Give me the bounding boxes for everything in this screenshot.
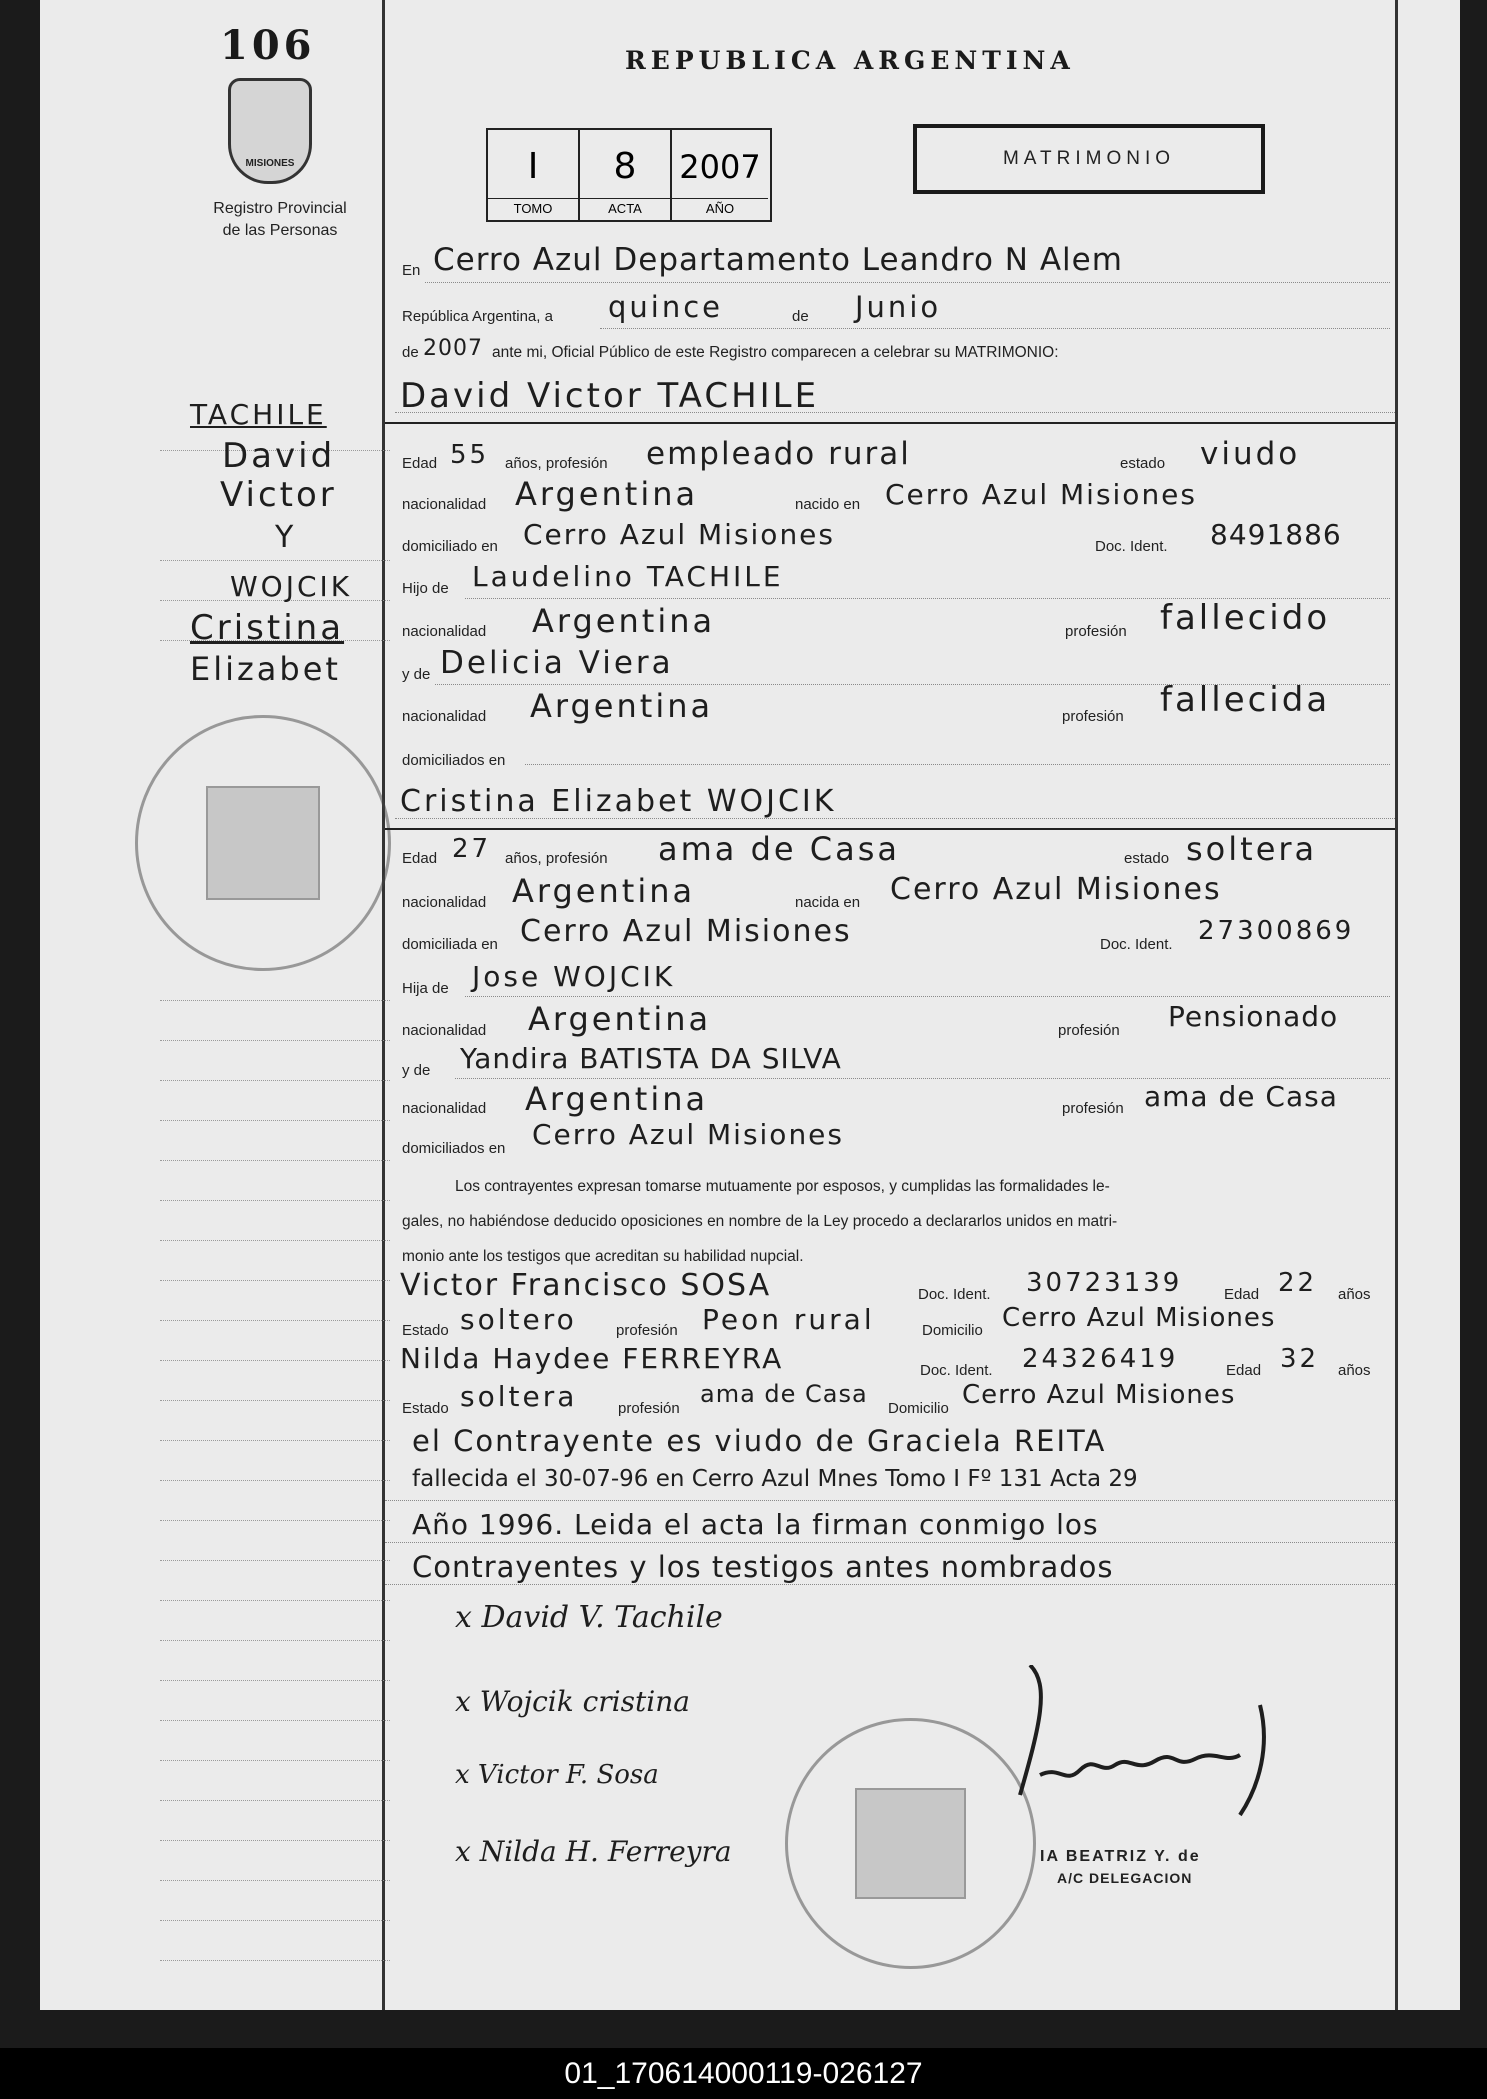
groom-domicile: Cerro Azul Misiones: [523, 518, 835, 551]
witness1-name: Victor Francisco SOSA: [400, 1268, 772, 1303]
tomo-value: I: [527, 146, 539, 187]
groom-section-separator: [385, 422, 1395, 424]
groom-mother-prof: fallecida: [1160, 680, 1331, 720]
bride-mother-nat-label: nacionalidad: [402, 1100, 487, 1117]
signature-witness2: x Nilda H. Ferreyra: [455, 1835, 732, 1868]
witness2-estado: soltera: [460, 1380, 578, 1413]
groom-nacido-label: nacido en: [795, 496, 861, 513]
bride-mother-prof-label: profesión: [1062, 1100, 1124, 1117]
bride-mother-prof: ama de Casa: [1144, 1080, 1338, 1113]
groom-name: David Victor TACHILE: [400, 376, 820, 416]
bride-domicile: Cerro Azul Misiones: [520, 914, 852, 949]
image-id: 01_170614000119-026127: [564, 2057, 923, 2090]
witness2-name: Nilda Haydee FERREYRA: [400, 1342, 784, 1375]
groom-father-prof-label: profesión: [1065, 623, 1127, 640]
declaration-line3: monio ante los testigos que acreditan su habilidad nupcial.: [402, 1248, 804, 1265]
republica-label: República Argentina, a: [402, 308, 553, 325]
margin-note-line2: David: [222, 436, 336, 476]
crest-label: MISIONES: [245, 158, 295, 169]
groom-profession: empleado rural: [646, 436, 911, 472]
witness2-domicile: Cerro Azul Misiones: [962, 1380, 1236, 1410]
witness1-doc: 30723139: [1026, 1268, 1183, 1298]
notes-line4: Contrayentes y los testigos antes nombrados: [412, 1550, 1114, 1584]
witness1-edad-label: Edad: [1224, 1286, 1260, 1303]
witness1-profession: Peon rural: [702, 1303, 875, 1336]
notes-line2: fallecida el 30-07-96 en Cerro Azul Mnes Tomo I Fº 131 Acta 29: [412, 1466, 1138, 1492]
bride-yde-label: y de: [402, 1062, 431, 1079]
bride-nacionalidad-label: nacionalidad: [402, 894, 487, 911]
notes-line1: el Contrayente es viudo de Graciela REITA: [412, 1424, 1107, 1458]
witness1-profesion-label: profesión: [616, 1322, 678, 1339]
bride-mother-nat: Argentina: [525, 1080, 709, 1118]
bride-parents-dom-label: domiciliados en: [402, 1140, 506, 1157]
ano-value: 2007: [679, 148, 761, 186]
declaration-line2: gales, no habiéndose deducido oposiciones en nombre de la Ley procedo a declararlos unidos en matri-: [402, 1213, 1118, 1230]
bride-estado: soltera: [1186, 830, 1318, 868]
groom-father-nat: Argentina: [532, 602, 716, 640]
bride-father-nat: Argentina: [528, 1000, 712, 1038]
witness1-estado: soltero: [460, 1303, 577, 1336]
signature-groom: x David V. Tachile: [455, 1600, 723, 1635]
groom-father-nat-label: nacionalidad: [402, 623, 487, 640]
bride-doc: 27300869: [1198, 916, 1355, 946]
registry-name-line1: Registro Provincial: [213, 200, 347, 217]
bride-nationality: Argentina: [512, 872, 696, 910]
groom-mother-nat-label: nacionalidad: [402, 708, 487, 725]
record-type: MATRIMONIO: [1002, 148, 1176, 169]
provincial-crest: [228, 78, 312, 184]
bride-age: 27: [452, 834, 492, 864]
witness2-profesion-label: profesión: [618, 1400, 680, 1417]
witness2-profession: ama de Casa: [700, 1380, 868, 1408]
right-border: [1395, 0, 1398, 2010]
intro-de2-label: de: [402, 344, 419, 361]
groom-mother-prof-label: profesión: [1062, 708, 1124, 725]
tomo-label: TOMO: [488, 198, 578, 216]
margin-note-line6: Cristina: [190, 608, 345, 648]
bride-anos-profesion-label: años, profesión: [505, 850, 608, 867]
record-id-box: [486, 128, 772, 222]
witness2-domicilio-label: Domicilio: [888, 1400, 949, 1417]
witness2-anos-label: años: [1338, 1362, 1371, 1379]
country-title: REPUBLICA ARGENTINA: [625, 46, 1075, 75]
registry-seal-left: [135, 715, 391, 971]
bride-father-nat-label: nacionalidad: [402, 1022, 487, 1039]
groom-estado-label: estado: [1120, 455, 1166, 472]
bride-father-prof: Pensionado: [1168, 1000, 1339, 1033]
notes-line3: Año 1996. Leida el acta la firman conmigo los: [412, 1508, 1099, 1541]
image-id-bar: [0, 2048, 1487, 2099]
groom-domiciliado-label: domiciliado en: [402, 538, 498, 555]
groom-age: 55: [450, 440, 490, 470]
margin-note-line4: Y: [275, 520, 297, 555]
margin-note-line5: WOJCIK: [230, 570, 353, 603]
acta-label: ACTA: [580, 198, 670, 216]
margin-note-line1: TACHILE: [190, 398, 327, 431]
groom-doc: 8491886: [1210, 518, 1342, 551]
bride-birthplace: Cerro Azul Misiones: [890, 872, 1222, 907]
groom-nationality: Argentina: [515, 475, 699, 513]
bride-father: Jose WOJCIK: [472, 960, 676, 993]
bride-doc-label: Doc. Ident.: [1100, 936, 1173, 953]
bride-hija-label: Hija de: [402, 980, 449, 997]
groom-birthplace: Cerro Azul Misiones: [885, 478, 1197, 511]
groom-edad-label: Edad: [402, 455, 438, 472]
groom-anos-profesion-label: años, profesión: [505, 455, 608, 472]
groom-father-prof: fallecido: [1160, 598, 1331, 638]
intro-month: Junio: [855, 290, 942, 324]
intro-place: Cerro Azul Departamento Leandro N Alem: [433, 242, 1123, 278]
bride-name: Cristina Elizabet WOJCIK: [400, 784, 837, 819]
bride-estado-label: estado: [1124, 850, 1170, 867]
intro-year: 2007: [423, 336, 483, 361]
bride-edad-label: Edad: [402, 850, 438, 867]
record-type-box: [913, 124, 1265, 194]
declaration-line1: Los contrayentes expresan tomarse mutuamente por esposos, y cumplidas las formalidades le-: [455, 1178, 1110, 1195]
intro-day: quince: [608, 290, 724, 324]
groom-father: Laudelino TACHILE: [472, 560, 784, 593]
bride-domiciliada-label: domiciliada en: [402, 936, 498, 953]
bride-parents-dom: Cerro Azul Misiones: [532, 1118, 844, 1151]
groom-doc-label: Doc. Ident.: [1095, 538, 1168, 555]
witness1-anos-label: años: [1338, 1286, 1371, 1303]
groom-mother: Delicia Viera: [440, 645, 674, 681]
groom-mother-nat: Argentina: [530, 687, 714, 725]
signature-bride: x Wojcik cristina: [455, 1685, 690, 1718]
official-role: A/C DELEGACION: [1057, 1870, 1193, 1886]
witness2-estado-label: Estado: [402, 1400, 449, 1417]
groom-estado: viudo: [1200, 436, 1301, 472]
margin-note-line3: Victor: [220, 475, 337, 515]
registry-seal-bottom: [785, 1718, 1036, 1969]
margin-divider: [382, 0, 385, 2010]
groom-nacionalidad-label: nacionalidad: [402, 496, 487, 513]
witness2-doc-label: Doc. Ident.: [920, 1362, 993, 1379]
witness2-edad-label: Edad: [1226, 1362, 1262, 1379]
witness1-domicilio-label: Domicilio: [922, 1322, 983, 1339]
margin-note-line7: Elizabet: [190, 650, 341, 688]
registry-name-line2: de las Personas: [222, 222, 338, 239]
official-name: IA BEATRIZ Y. de: [1040, 1848, 1201, 1865]
bride-nacida-label: nacida en: [795, 894, 861, 911]
en-label: En: [402, 262, 421, 279]
groom-yde-label: y de: [402, 666, 431, 683]
witness1-domicile: Cerro Azul Misiones: [1002, 1303, 1276, 1333]
intro-statement: ante mi, Oficial Público de este Registro comparecen a celebrar su MATRIMONIO:: [492, 344, 1059, 361]
signature-witness1: x Victor F. Sosa: [455, 1760, 659, 1790]
acta-value: 8: [613, 146, 637, 187]
groom-parents-dom-label: domiciliados en: [402, 752, 506, 769]
witness1-doc-label: Doc. Ident.: [918, 1286, 991, 1303]
intro-de-label: de: [792, 308, 809, 325]
witness1-age: 22: [1278, 1268, 1318, 1298]
official-signature-mark: [1000, 1665, 1360, 1835]
ano-label: AÑO: [672, 198, 768, 216]
bride-father-prof-label: profesión: [1058, 1022, 1120, 1039]
witness2-doc: 24326419: [1022, 1344, 1179, 1374]
witness2-age: 32: [1280, 1344, 1320, 1374]
page-number: 106: [220, 22, 316, 69]
bride-mother: Yandira BATISTA DA SILVA: [460, 1042, 842, 1075]
bride-profession: ama de Casa: [658, 830, 900, 868]
groom-hijo-label: Hijo de: [402, 580, 449, 597]
witness1-estado-label: Estado: [402, 1322, 449, 1339]
document-page: [40, 0, 1460, 2010]
